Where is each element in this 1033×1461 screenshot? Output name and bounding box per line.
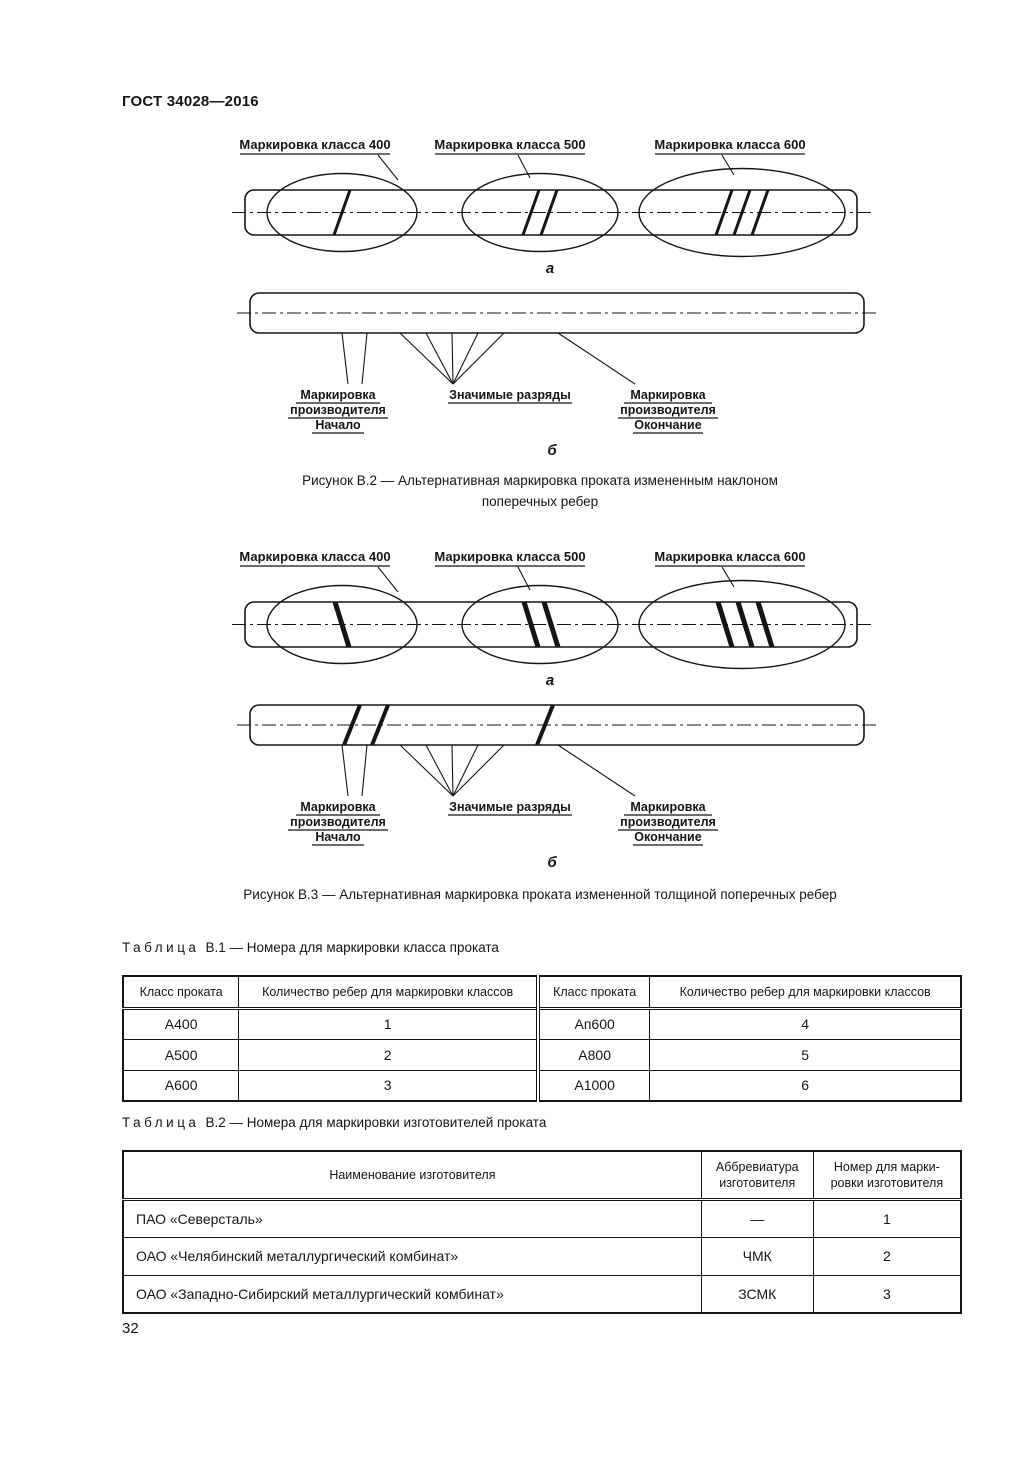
figure-b3-caption: Рисунок В.3 — Альтернативная маркировка проката измененной толщиной поперечных ребер [243, 887, 837, 902]
manufacturer-name-cell: ОАО «Челябинский металлургический комбинат» [123, 1237, 701, 1275]
significant-digits-label: Значимые разряды [449, 800, 571, 814]
table-header-cell: Количество ребер для маркировки классов [650, 976, 961, 1008]
table-cell: Ап600 [538, 1008, 650, 1039]
table-row [123, 1199, 961, 1237]
leader-lines-a [378, 567, 734, 592]
page-number: 32 [122, 1320, 139, 1337]
table-cell: 5 [650, 1039, 961, 1070]
table-cell: А800 [538, 1039, 650, 1070]
figure-b2-caption [120, 470, 960, 512]
subfigure-b-marker: б [547, 442, 557, 459]
leader-lines-a [378, 155, 734, 180]
table-cell: А500 [123, 1039, 239, 1070]
producer-end-line2: производителя [620, 815, 716, 829]
class-label-600: Маркировка класса 600 [654, 549, 806, 564]
table-cell: А400 [123, 1008, 239, 1039]
producer-start-line1: Маркировка [300, 800, 376, 814]
class-label-500: Маркировка класса 500 [434, 549, 586, 564]
rebar-b [237, 293, 878, 333]
table-header-cell [813, 1151, 961, 1199]
table-cell: 2 [239, 1039, 538, 1070]
figure-b2-caption-line1: Рисунок В.2 — Альтернативная маркировка проката измененным наклоном [302, 473, 778, 488]
producer-end-line2: производителя [620, 403, 716, 417]
figure-b2-diagram [120, 133, 960, 478]
table-cell: 1 [239, 1008, 538, 1039]
producer-end-line3: Окончание [634, 418, 702, 432]
table-cell: 4 [650, 1008, 961, 1039]
marking-number-cell: 2 [813, 1237, 961, 1275]
table-row [123, 1070, 961, 1101]
table-cell: А1000 [538, 1070, 650, 1101]
table-b2-title-rest: В.2 — Номера для маркировки изготовителей проката [205, 1115, 547, 1130]
rebar-a [232, 169, 872, 257]
table-header-cell: Класс проката [538, 976, 650, 1008]
header-line: изготовителя [719, 1175, 796, 1190]
header-line: ровки изготовителя [830, 1175, 944, 1190]
producer-start-line2: производителя [290, 815, 386, 829]
table-b1-title-word: Таблица [122, 940, 200, 955]
table-row [123, 1039, 961, 1070]
subfigure-a-marker: а [545, 260, 555, 277]
figure-b3-diagram [120, 545, 960, 890]
producer-end-line3: Окончание [634, 830, 702, 844]
table-header-row [123, 1151, 961, 1199]
table-b2-title [122, 1115, 546, 1130]
table-b1 [122, 975, 962, 1102]
table-row [123, 1008, 961, 1039]
producer-end-line1: Маркировка [630, 388, 706, 402]
table-b2 [122, 1150, 962, 1314]
table-header-cell [701, 1151, 813, 1199]
class-label-400: Маркировка класса 400 [239, 137, 391, 152]
leader-lines-b [342, 333, 635, 384]
abbreviation-cell: — [701, 1199, 813, 1237]
manufacturer-name-cell: ПАО «Северсталь» [123, 1199, 701, 1237]
table-cell: 3 [239, 1070, 538, 1101]
table-row [123, 1237, 961, 1275]
table-header-cell: Количество ребер для маркировки классов [239, 976, 538, 1008]
table-b2-title-word: Таблица [122, 1115, 200, 1130]
rebar-b [237, 705, 878, 745]
producer-start-line3: Начало [315, 830, 361, 844]
producer-start-line3: Начало [315, 418, 361, 432]
class-label-600: Маркировка класса 600 [654, 137, 806, 152]
subfigure-b-marker: б [547, 854, 557, 871]
table-header-row [123, 976, 961, 1008]
header-line: Аббревиатура [715, 1159, 799, 1174]
table-row [123, 1275, 961, 1313]
manufacturer-name-cell: ОАО «Западно-Сибирский металлургический комбинат» [123, 1275, 701, 1313]
producer-start-line2: производителя [290, 403, 386, 417]
table-cell: 6 [650, 1070, 961, 1101]
table-header-cell: Наименование изготовителя [123, 1151, 701, 1199]
table-b1-title [122, 940, 499, 955]
producer-end-line1: Маркировка [630, 800, 706, 814]
abbreviation-cell: ЧМК [701, 1237, 813, 1275]
class-label-400: Маркировка класса 400 [239, 549, 391, 564]
subfigure-a-marker: а [545, 672, 555, 689]
class-label-500: Маркировка класса 500 [434, 137, 586, 152]
table-b1-title-rest: В.1 — Номера для маркировки класса проката [205, 940, 499, 955]
rebar-a [232, 581, 872, 669]
header-line: Номер для марки- [833, 1159, 940, 1174]
abbreviation-cell: ЗСМК [701, 1275, 813, 1313]
significant-digits-label: Значимые разряды [449, 388, 571, 402]
leader-lines-b [342, 745, 635, 796]
figure-b2-caption-line2: поперечных ребер [481, 494, 599, 509]
table-cell: А600 [123, 1070, 239, 1101]
marking-number-cell: 3 [813, 1275, 961, 1313]
table-header-cell: Класс проката [123, 976, 239, 1008]
producer-start-line1: Маркировка [300, 388, 376, 402]
marking-number-cell: 1 [813, 1199, 961, 1237]
document-header: ГОСТ 34028—2016 [122, 93, 259, 110]
